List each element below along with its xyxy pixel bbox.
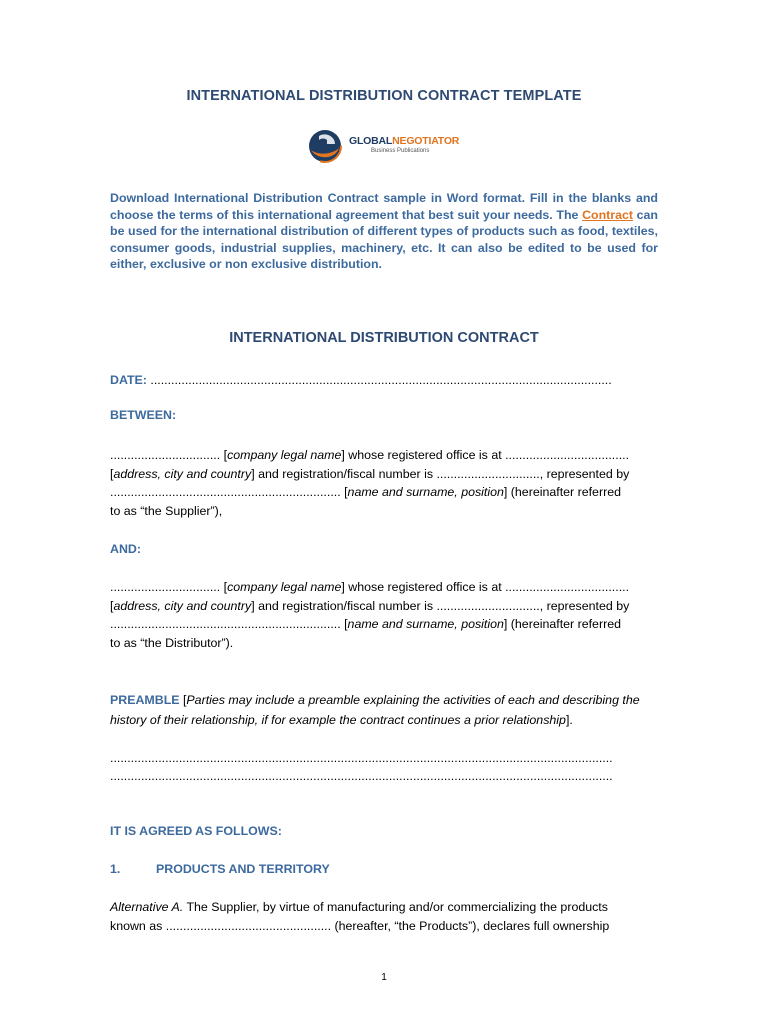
- preamble-dots-line-2: ..................................................................................................................................................: [110, 769, 613, 783]
- alternative-a: [110, 898, 658, 935]
- section-1-title: PRODUCTS AND TERRITORY: [156, 862, 330, 876]
- contract-link[interactable]: Contract: [582, 207, 634, 222]
- date-line: DATE: ......................................................................................................................................: [110, 373, 612, 387]
- section-1-number: 1.: [110, 862, 121, 876]
- alternative-a-line1: Alternative A. The Supplier, by virtue of manufacturing and/or commercializing the products: [110, 900, 608, 914]
- party-distributor-line4: to as “the Distributor”).: [110, 636, 234, 651]
- and-label: AND:: [110, 542, 141, 556]
- alternative-a-line2: known as ................................................ (hereafter, “the Products”), declares full ownership: [110, 918, 610, 933]
- logo-wordmark: GLOBALNEGOTIATOR: [349, 135, 460, 147]
- party-supplier-line4: to as “the Supplier”),: [110, 504, 223, 519]
- party-distributor-line1: ................................ [company legal name] whose registered office is at ....................................: [110, 580, 630, 594]
- preamble-dots-line-1: ..................................................................................................................................................: [110, 751, 613, 765]
- intro-paragraph: Download International Distribution Contract sample in Word format. Fill in the blanks and choose the terms of this international agreement that best suit your needs. The Contract can be used for the international distribution of different types of products such as food, textiles, consumer goods, industrial supplies, machinery, etc. It can also be edited to be used for either, exclusive or non exclusive distribution.: [110, 191, 659, 271]
- between-label: BETWEEN:: [110, 408, 177, 422]
- preamble: PREAMBLE [Parties may include a preamble explaining the activities of each and describing the history of their relationship, if for example the contract continues a prior relationship].: [110, 693, 640, 727]
- logo-subtitle: Business Publications: [371, 148, 430, 154]
- globe-logo-icon: [305, 126, 345, 166]
- party-supplier-line3: ................................................................... [name and surname, position] (hereinafter referred: [110, 485, 621, 500]
- global-negotiator-logo: [305, 126, 465, 166]
- party-distributor-line3: ................................................................... [name and surname, position] (hereinafter referred: [110, 617, 621, 632]
- party-distributor-line2: [address, city and country] and registration/fiscal number is .............................., represented by: [110, 598, 630, 613]
- party-distributor: [110, 578, 658, 653]
- agreed-heading: IT IS AGREED AS FOLLOWS:: [110, 824, 282, 838]
- document-title: INTERNATIONAL DISTRIBUTION CONTRACT TEMPLATE: [186, 88, 582, 104]
- page-number: 1: [381, 972, 387, 983]
- contract-title: INTERNATIONAL DISTRIBUTION CONTRACT: [229, 330, 539, 346]
- party-supplier: [110, 446, 658, 521]
- party-supplier-line2: [address, city and country] and registration/fiscal number is .............................., represented by: [110, 466, 630, 481]
- party-supplier-line1: ................................ [company legal name] whose registered office is at ....................................: [110, 448, 630, 462]
